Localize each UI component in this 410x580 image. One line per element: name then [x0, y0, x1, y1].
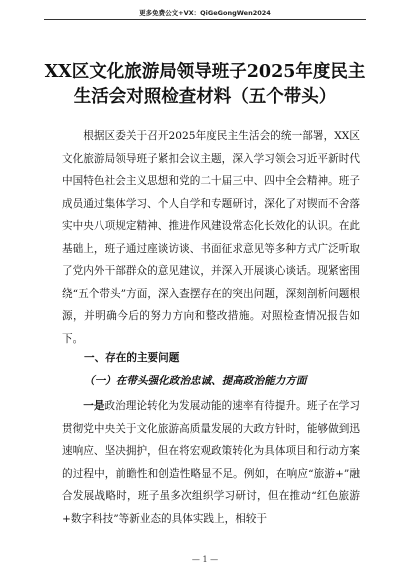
title-line-1: XX区文化旅游局领导班子2025年度民主	[44, 62, 366, 82]
paragraph-lead: 一是	[83, 400, 105, 412]
paragraph-text: 政治理论转化为发展动能的速率有待提升。班子在学习贯彻党中央关于文化旅游高质量发展的大政方针时，能够做到迅速响应、坚决拥护，但在将宏观政策转化为具体项目和行动方案的过程中，前瞻性和创造性略显不足。例如，在响应“旅游+”融合发展战略时，班子虽多次组织学习研讨，但在推动“红色旅游+数字科技”等新业态的具体实践上，相较于	[62, 400, 361, 525]
section-heading: 一、存在的主要问题	[84, 352, 180, 364]
document-title	[40, 60, 370, 110]
subsection-heading: （一）在带头强化政治忠诚、提高政治能力方面	[84, 375, 307, 387]
intro-paragraph: 根据区委关于召开2025年度民主生活会的统一部署，XX区文化旅游局领导班子紧扣会议主题，深入学习领会习近平新时代中国特色社会主义思想和党的二十届三中、四中全会精神。班子成员通过集体学习、个人自学和专题研讨，深化了对锲而不舍落实中央八项规定精神、推进作风建设常态化长效化的认识。在此基础上，班子通过座谈访谈、书面征求意见等多种方式广泛听取了党内外干部群众的意见建议，并深入开展谈心谈话。现紧密围绕“五个带头”方面，深入查摆存在的突出问题，深刻剖析问题根源，并明确今后的努力方向和整改措施。对照检查情况报告如下。	[62, 130, 360, 345]
page-header: 更多免费公文+VX：QiGeGongWen2024	[139, 9, 271, 17]
header-divider	[44, 19, 366, 20]
title-line-2: 生活会对照检查材料（五个带头）	[73, 87, 337, 107]
page-number: — 1 —	[191, 555, 219, 564]
body-paragraph	[62, 395, 360, 530]
